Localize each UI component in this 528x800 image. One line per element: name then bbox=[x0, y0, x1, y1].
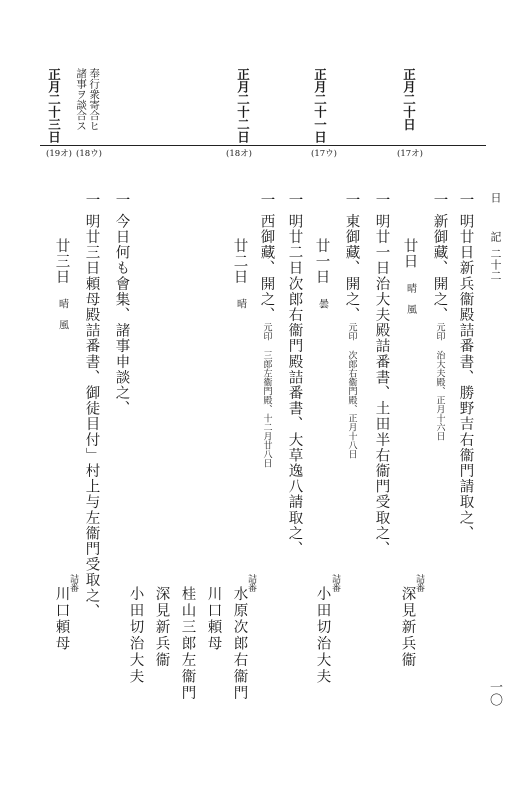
duty-22-name-3: 桂山三郎左衞門 bbox=[179, 586, 196, 702]
day-23-weather: 晴 風 bbox=[56, 298, 68, 330]
day-22-label: 廿二日 bbox=[231, 238, 248, 285]
running-head-label: 日 bbox=[489, 192, 502, 203]
entry-6 bbox=[259, 192, 274, 468]
entry-5-text: 明廿二日次郎右衞門殿詰番書、大草逸八請取之、 bbox=[286, 213, 303, 557]
duty-23-name-1: 川口頼母 bbox=[53, 586, 70, 652]
header-date-jan-20: 正月二十日 bbox=[401, 68, 417, 131]
entry-4 bbox=[344, 192, 359, 459]
header-date-jan-23: 正月二十三日 bbox=[46, 68, 62, 143]
day-20 bbox=[402, 238, 417, 314]
entry-3 bbox=[374, 192, 389, 557]
header-note-line-1: 奉行衆寄合ヒ bbox=[88, 68, 101, 131]
duty-22-name-1: 水原次郎右衞門 bbox=[231, 586, 248, 702]
entry-8-mark: 一 bbox=[83, 192, 100, 208]
day-21-label: 廿一日 bbox=[313, 238, 330, 285]
duty-label-21: 詰番 bbox=[330, 574, 340, 592]
day-21 bbox=[314, 238, 329, 309]
folio-ref-17o: (17オ) bbox=[397, 149, 423, 159]
entry-7-mark: 一 bbox=[113, 192, 130, 208]
entry-2-note: 元印 治大夫殿、正月十六日 bbox=[434, 322, 445, 441]
entry-1 bbox=[458, 192, 473, 541]
entry-2-text: 新御藏、開之、 bbox=[431, 213, 448, 323]
folio-ref-19o: (19オ) bbox=[46, 149, 72, 159]
entry-4-text: 東御藏、開之、 bbox=[343, 213, 360, 323]
day-20-weather: 晴 風 bbox=[404, 283, 416, 315]
day-22 bbox=[232, 238, 247, 309]
folio-ref-18u: (18ウ) bbox=[76, 149, 102, 159]
entry-3-text: 明廿一日治大夫殿詰番書、土田半右衞門受取之、 bbox=[373, 213, 390, 557]
entry-5-mark: 一 bbox=[286, 192, 303, 208]
header-note-line-2: 諸事ヲ談合ス bbox=[75, 68, 88, 131]
day-20-label: 廿日 bbox=[401, 238, 418, 270]
header-date-jan-22: 正月二十二日 bbox=[235, 68, 251, 143]
entry-5 bbox=[287, 192, 302, 557]
entry-1-mark: 一 bbox=[457, 192, 474, 208]
day-21-weather: 曇 bbox=[316, 298, 328, 309]
running-head-number: 二十二 bbox=[489, 248, 502, 281]
folio-ref-18o: (18オ) bbox=[226, 149, 252, 159]
running-head-title: 記 bbox=[489, 231, 502, 242]
folio-ref-17u: (17ウ) bbox=[311, 149, 337, 159]
day-23-label: 廿三日 bbox=[53, 238, 70, 285]
entry-7-text: 今日何も會集、諸事申談之、 bbox=[113, 213, 130, 417]
entry-3-mark: 一 bbox=[373, 192, 390, 208]
duty-20-name-1: 深見新兵衞 bbox=[399, 586, 416, 669]
running-head bbox=[490, 192, 501, 281]
day-23 bbox=[54, 238, 69, 330]
entry-8 bbox=[84, 192, 99, 619]
duty-22-name-4: 深見新兵衞 bbox=[153, 586, 170, 669]
header-rule bbox=[40, 145, 486, 146]
entry-1-text: 明廿日新兵衞殿詰番書、勝野吉右衞門請取之、 bbox=[457, 213, 474, 542]
entry-7 bbox=[114, 192, 129, 416]
entry-6-note: 元印 三郎左衞門殿、十二月廿八日 bbox=[261, 322, 272, 468]
entry-4-mark: 一 bbox=[343, 192, 360, 208]
duty-label-22: 詰番 bbox=[246, 574, 256, 592]
duty-21-name-1: 小田切治大夫 bbox=[314, 586, 331, 685]
duty-label-23: 詰番 bbox=[68, 574, 78, 592]
entry-2 bbox=[432, 192, 447, 441]
entry-8-text: 明廿三日頼母殿詰番書、御徒目付」村上与左衞門受取之、 bbox=[83, 213, 100, 620]
entry-6-mark: 一 bbox=[258, 192, 275, 208]
header-date-jan-21: 正月二十一日 bbox=[312, 68, 328, 143]
entry-6-text: 西御藏、開之、 bbox=[258, 213, 275, 323]
entry-2-mark: 一 bbox=[431, 192, 448, 208]
duty-22-name-5: 小田切治大夫 bbox=[127, 586, 144, 685]
day-22-weather: 晴 bbox=[234, 298, 246, 309]
page-number: 一〇 bbox=[487, 680, 502, 706]
duty-22-name-2: 川口頼母 bbox=[205, 586, 222, 652]
entry-4-note: 元印 次郎右衞門殿、正月十八日 bbox=[346, 322, 357, 459]
duty-label-20: 詰番 bbox=[414, 574, 424, 592]
